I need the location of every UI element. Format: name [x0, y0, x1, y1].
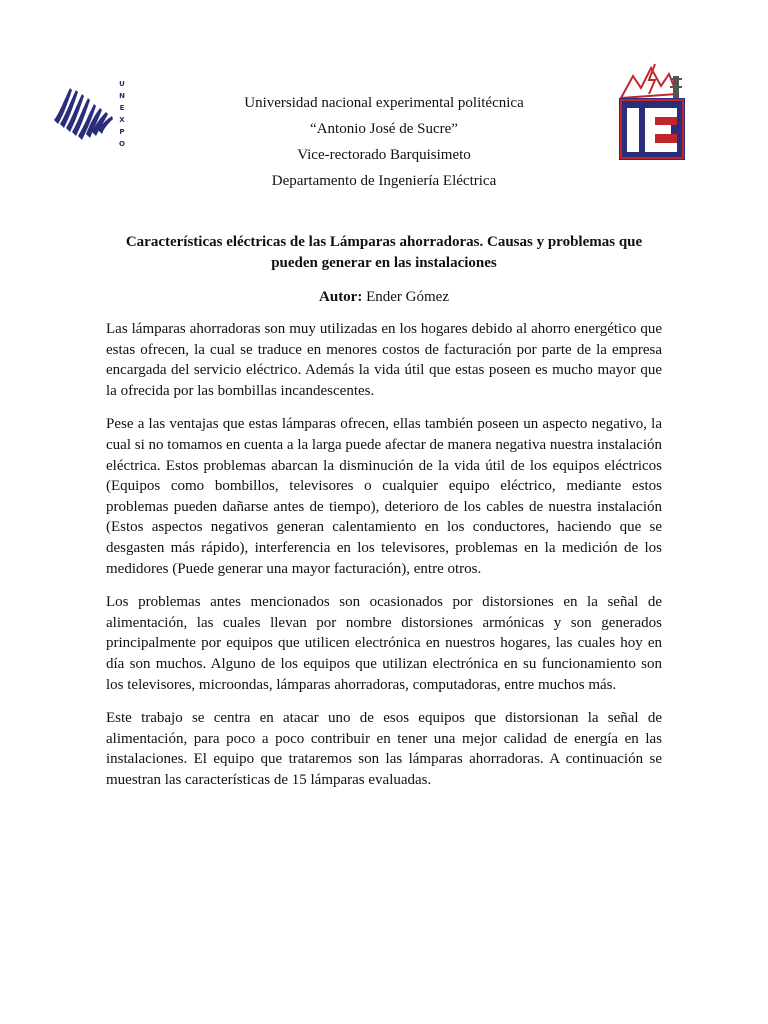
- paragraph: Pese a las ventajas que estas lámparas ofrecen, ellas también poseen un aspecto negativo, la cual si no tomamos en cuenta a la larga puede afectar de manera negativa nuestra instalación eléctrica. Estos problemas abarcan la disminución de la vida útil de los equipos eléctricos (Equipos como bombillos, televisores o cualquier equipo eléctrico, mediante estos problemas pueden dañarse antes de tiempo), deterioro de los cables de nuestra instalación (Estos aspectos negativos generan calentamiento en los conductores, haciendo que se desgasten más rápido), interferencia en los televisores, problemas en la medición de los medidores (Puede generar una mayor facturación), entre otros.: [106, 416, 662, 577]
- department-name: Departamento de Ingeniería Eléctrica: [271, 173, 497, 189]
- svg-text:E: E: [119, 104, 125, 112]
- university-name: Universidad nacional experimental politécnica: [244, 95, 524, 111]
- university-subtitle: “Antonio José de Sucre”: [310, 121, 458, 137]
- vice-rectorate: Vice-rectorado Barquisimeto: [297, 147, 471, 163]
- paragraph: Los problemas antes mencionados son ocasionados por distorsiones en la señal de alimentación, las cuales llevan por nombre distorsiones armónicas y son generados principalmente por equipos que utilicen electrónica en nuestros hogares, las cuales hoy en día son muchos. Alguno de los equipos que utilizan electrónica en su funcionamiento son los televisores, microondas, lámparas ahorradoras, computadoras, entre muchos más.: [106, 594, 662, 693]
- svg-text:P: P: [119, 128, 125, 136]
- logo-letter: U: [119, 80, 125, 88]
- paragraph: Las lámparas ahorradoras son muy utilizadas en los hogares debido al ahorro energético que estas ofrecen, la cual se traduce en menores costos de facturación por parte de la empresa encargada del servicio eléctrico. Además la vida útil que estas poseen es mucho mayor que la ofrecida por las bombillas incandescentes.: [106, 321, 662, 399]
- author-label: Autor:: [319, 289, 363, 305]
- document-title: Características eléctricas de las Lámparas ahorradoras. Causas y problemas que pueden generar en las instalaciones: [125, 234, 643, 271]
- document-body: [106, 319, 662, 803]
- author-line: [0, 287, 768, 307]
- svg-text:N: N: [119, 92, 125, 100]
- author-name: Ender Gómez: [366, 289, 449, 305]
- institution-header: [0, 90, 768, 194]
- paragraph: Este trabajo se centra en atacar uno de esos equipos que distorsionan la señal de alimentación, para poco a poco contribuir en tener una mejor calidad de energía en las instalaciones. El equipo que trataremos son las lámparas ahorradoras. A continuación se muestran las características de 15 lámparas evaluadas.: [106, 710, 662, 788]
- svg-text:O: O: [119, 140, 125, 148]
- svg-text:X: X: [119, 116, 125, 124]
